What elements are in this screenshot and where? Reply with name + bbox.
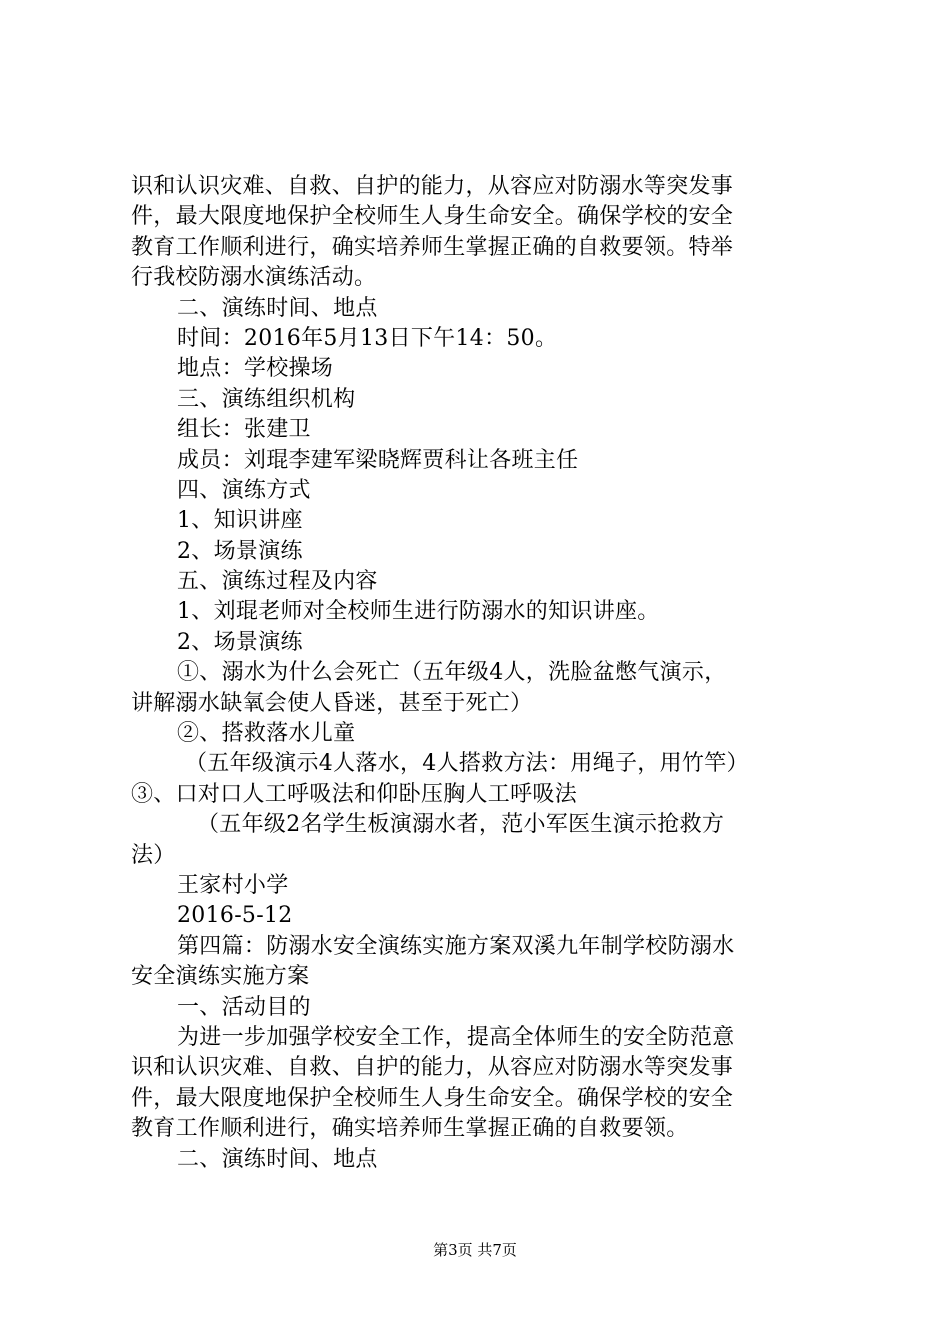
body-line: 教育工作顺利进行，确实培养师生掌握正确的自救要领。特举 [131, 234, 734, 260]
list-item: ②、搭救落水儿童 [177, 721, 356, 747]
list-item: ③、口对口人工呼吸法和仰卧压胸人工呼吸法 [131, 781, 578, 807]
section-heading: 三、演练组织机构 [177, 386, 356, 412]
list-item: 1、刘琨老师对全校师生进行防溺水的知识讲座。 [177, 599, 660, 625]
list-item: ①、溺水为什么会死亡（五年级4人，洗脸盆憋气演示， [177, 660, 727, 686]
body-line: 为进一步加强学校安全工作，提高全体师生的安全防范意 [177, 1024, 735, 1050]
chapter-title: 安全演练实施方案 [131, 964, 310, 990]
page-number: 第3页 共7页 [433, 1241, 517, 1259]
body-line: 教育工作顺利进行，确实培养师生掌握正确的自救要领。 [131, 1116, 689, 1142]
body-line: 行我校防溺水演练活动。 [131, 265, 377, 291]
list-item: 2、场景演练 [177, 538, 303, 564]
body-line: 识和认识灾难、自救、自护的能力，从容应对防溺水等突发事 [131, 174, 734, 199]
list-item: 1、知识讲座 [177, 508, 303, 534]
body-line: 识和认识灾难、自救、自护的能力，从容应对防溺水等突发事 [131, 1055, 734, 1081]
body-line: （五年级2名学生板演溺水者，范小军医生演示抢救方 [197, 812, 725, 838]
signature-school: 王家村小学 [177, 872, 289, 898]
body-line: 件，最大限度地保护全校师生人身生命安全。确保学校的安全 [131, 1085, 734, 1111]
page-footer [0, 1240, 950, 1260]
body-line: 地点：学校操场 [177, 356, 334, 382]
body-line: 成员：刘琨李建军梁晓辉贾科让各班主任 [177, 447, 579, 473]
section-heading: 二、演练时间、地点 [177, 295, 378, 321]
section-heading: 五、演练过程及内容 [177, 569, 378, 595]
body-line: 时间：2016年5月13日下午14：50。 [177, 325, 558, 351]
section-heading: 二、演练时间、地点 [177, 1146, 378, 1172]
list-item: 2、场景演练 [177, 629, 303, 655]
signature-date: 2016-5-12 [177, 903, 293, 929]
section-heading: 四、演练方式 [177, 477, 311, 503]
body-line: （五年级演示4人落水，4人搭救方法：用绳子，用竹竿） [185, 751, 749, 777]
section-heading: 一、活动目的 [177, 994, 311, 1020]
body-line: 组长：张建卫 [177, 417, 311, 443]
chapter-title: 第四篇：防溺水安全演练实施方案双溪九年制学校防溺水 [177, 933, 735, 959]
body-line: 法） [131, 842, 176, 868]
body-line: 讲解溺水缺氧会使人昏迷，甚至于死亡） [131, 690, 533, 716]
body-line: 件，最大限度地保护全校师生人身生命安全。确保学校的安全 [131, 204, 734, 230]
document-body [131, 172, 831, 1175]
